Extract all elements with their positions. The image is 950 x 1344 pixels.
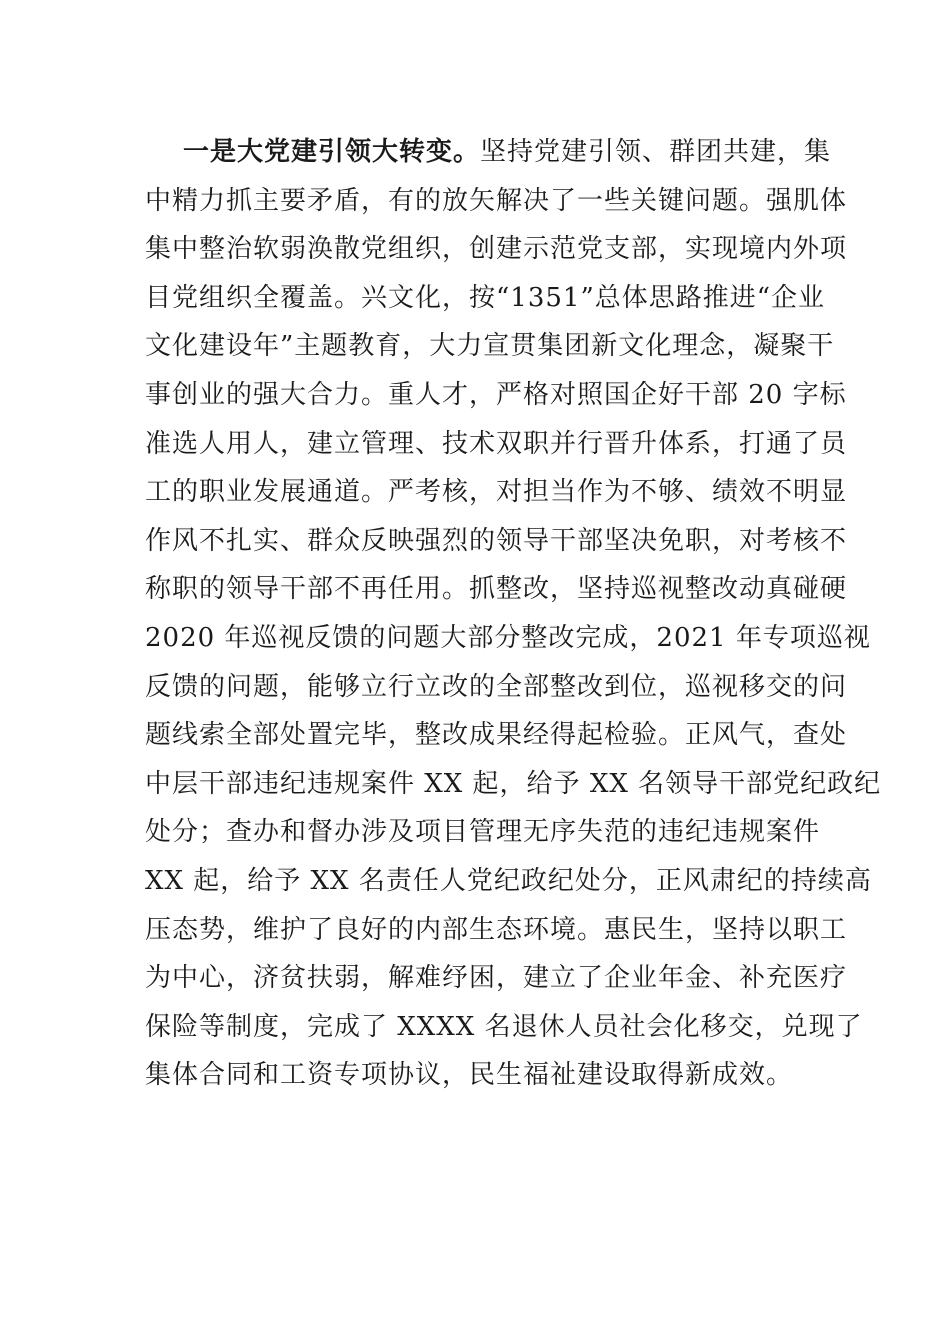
paragraph-line: 称职的领导干部不再任用。抓整改，坚持巡视整改动真碰硬 (145, 574, 848, 605)
paragraph-line: 2020 年巡视反馈的问题大部分整改完成，2021 年专项巡视 (145, 622, 871, 653)
paragraph-line: 准选人用人，建立管理、技术双职并行晋升体系，打通了员 (145, 428, 848, 459)
paragraph-line: 反馈的问题，能够立行立改的全部整改到位，巡视移交的问 (145, 671, 848, 702)
paragraph-line: 目党组织全覆盖。兴文化，按“1351”总体思路推进“企业 (145, 282, 826, 313)
paragraph-line: 作风不扎实、群众反映强烈的领导干部坚决免职，对考核不 (145, 525, 848, 556)
lead-heading: 一是大党建引领大转变。 (183, 137, 481, 167)
body-paragraph (145, 128, 882, 1100)
paragraph-line: 压态势，维护了良好的内部生态环境。惠民生，坚持以职工 (145, 914, 848, 945)
paragraph-line: 处分；查办和督办涉及项目管理无序失范的违纪违规案件 (145, 817, 821, 848)
paragraph-line: 题线索全部处置完毕，整改成果经得起检验。正风气，查处 (145, 720, 848, 751)
paragraph-line: 为中心，济贫扶弱，解难纾困，建立了企业年金、补充医疗 (145, 963, 848, 994)
paragraph-line: 事创业的强大合力。重人才，严格对照国企好干部 20 字标 (145, 379, 847, 410)
paragraph-line: XX 起，给予 XX 名责任人党纪政纪处分，正风肃纪的持续高 (145, 865, 872, 896)
paragraph-line-last: 集体合同和工资专项协议，民生福祉建设取得新成效。 (145, 1060, 794, 1091)
paragraph-line: 中精力抓主要矛盾，有的放矢解决了一些关键问题。强肌体 (145, 185, 848, 216)
line-text: 坚持党建引领、群团共建，集 (480, 137, 832, 167)
paragraph-line: 工的职业发展通道。严考核，对担当作为不够、绩效不明显 (145, 477, 848, 508)
paragraph-line: 集中整治软弱涣散党组织，创建示范党支部，实现境内外项 (145, 234, 848, 265)
paragraph-line: 中层干部违纪违规案件 XX 起，给予 XX 名领导干部党纪政纪 (145, 768, 882, 799)
paragraph-line: 文化建设年”主题教育，大力宣贯集团新文化理念，凝聚干 (145, 331, 835, 362)
paragraph-line-1 (145, 128, 832, 177)
paragraph-line: 保险等制度，完成了 XXXX 名退休人员社会化移交，兑现了 (145, 1011, 863, 1042)
